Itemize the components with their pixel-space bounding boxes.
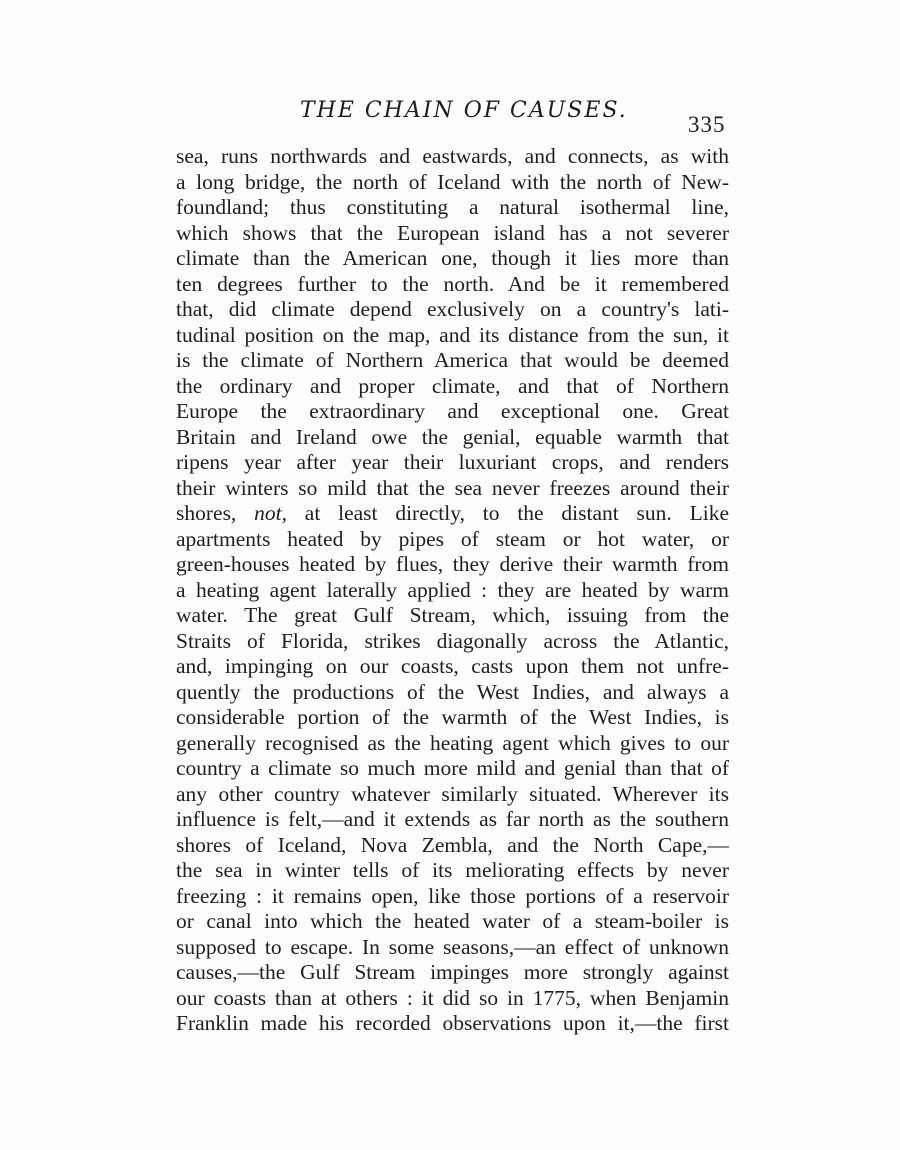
text-line: sea, runs northwards and eastwards, and connects, as with — [176, 144, 729, 168]
text-line: tudinal position on the map, and its distance from the sun, it — [176, 322, 729, 347]
text-line: a heating agent laterally applied : they are heated by warm — [176, 577, 729, 602]
text-line: or canal into which the heated water of a steam-boiler is — [176, 909, 729, 933]
text-line-with-italic — [176, 501, 729, 527]
italic-word: not — [254, 501, 282, 525]
text-line: water. The great Gulf Stream, which, issuing from the — [176, 603, 729, 627]
text-line: apartments heated by pipes of steam or hot water, or — [176, 526, 729, 551]
text-line: shores of Iceland, Nova Zembla, and the North Cape,— — [176, 832, 729, 857]
text-line: Franklin made his recorded observations upon it,—the first — [176, 1011, 729, 1035]
text-line: causes,—the Gulf Stream impinges more strongly against — [176, 960, 729, 984]
running-head-title: THE CHAIN OF CAUSES. — [300, 98, 628, 123]
text-line: climate than the American one, though it lies more than — [176, 246, 729, 270]
text-line: ten degrees further to the north. And be it remembered — [176, 271, 729, 296]
text-line: the sea in winter tells of its meliorating effects by never — [176, 858, 729, 882]
text-line: Straits of Florida, strikes diagonally across the Atlantic, — [176, 628, 729, 653]
text-line: generally recognised as the heating agent which gives to our — [176, 730, 729, 755]
page-number: 335 — [688, 112, 726, 137]
text-line: their winters so mild that the sea never freezes around their — [176, 475, 729, 500]
text-line: that, did climate depend exclusively on a country's lati- — [176, 297, 729, 321]
text-line: influence is felt,—and it extends as far north as the southern — [176, 807, 729, 831]
text-line: ripens year after year their luxuriant crops, and renders — [176, 450, 729, 474]
text-line: foundland; thus constituting a natural isothermal line, — [176, 195, 729, 219]
text-line: freezing : it remains open, like those portions of a reservoir — [176, 883, 729, 908]
text-segment: shores, — [176, 501, 255, 525]
text-line: supposed to escape. In some seasons,—an effect of unknown — [176, 934, 729, 959]
text-line: a long bridge, the north of Iceland with the north of New- — [176, 169, 729, 194]
text-line: Europe the extraordinary and exceptional one. Great — [176, 399, 729, 423]
text-line: is the climate of Northern America that would be deemed — [176, 348, 729, 372]
text-segment: , at least directly, to the distant sun. Like — [281, 501, 729, 525]
text-line: any other country whatever similarly situated. Wherever its — [176, 781, 729, 806]
text-line: the ordinary and proper climate, and that of Northern — [176, 373, 729, 398]
text-line: our coasts than at others : it did so in 1775, when Benjamin — [176, 985, 729, 1010]
text-line: green-houses heated by flues, they derive their warmth from — [176, 552, 729, 576]
text-line: which shows that the European island has a not severer — [176, 220, 729, 245]
text-line: country a climate so much more mild and genial than that of — [176, 756, 729, 780]
text-line: quently the productions of the West Indies, and always a — [176, 679, 729, 704]
text-line: Britain and Ireland owe the genial, equable warmth that — [176, 424, 729, 449]
text-line: and, impinging on our coasts, casts upon them not unfre- — [176, 654, 729, 678]
body-text — [176, 144, 729, 1037]
text-line: considerable portion of the warmth of the West Indies, is — [176, 705, 729, 729]
